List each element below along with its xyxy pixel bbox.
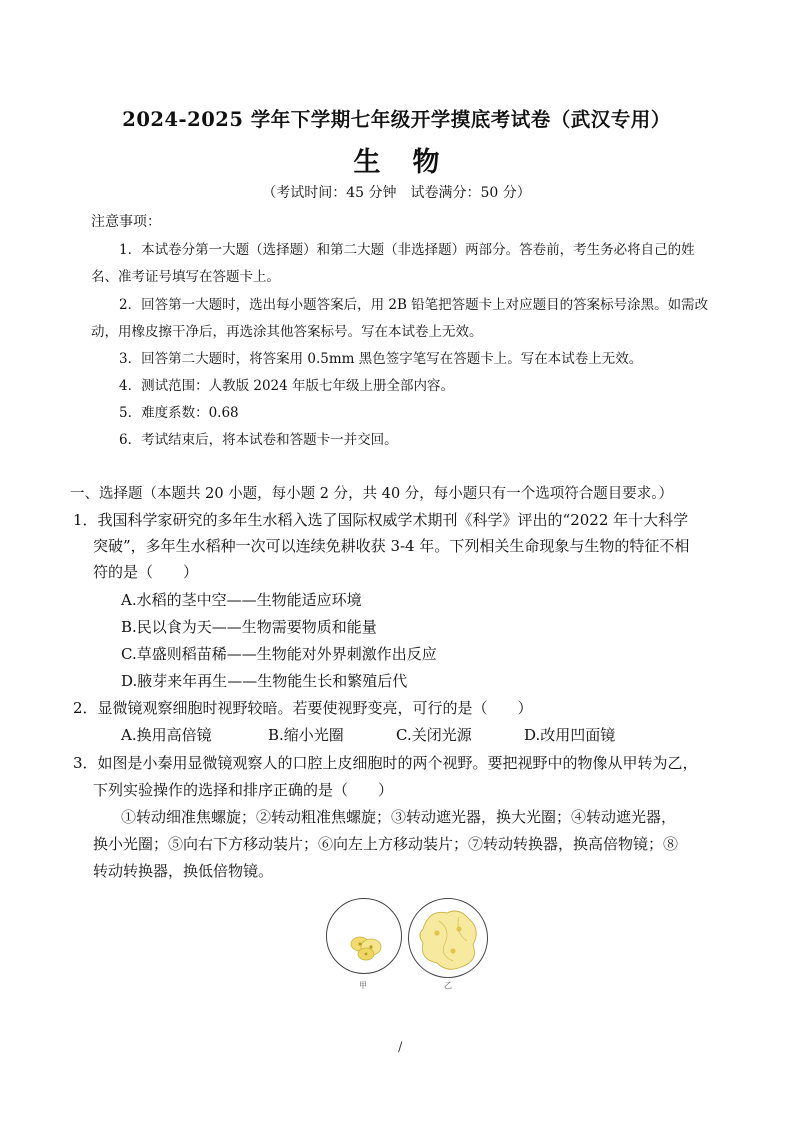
cell-cluster-large-icon [409,899,487,977]
note-item-4: 4．测试范围：人教版 2024 年版七年级上册全部内容。 [119,378,455,394]
note-item-5: 5．难度系数：0.68 [119,405,239,421]
question-1-option-a: A.水稻的茎中空——生物能适应环境 [121,591,362,609]
note-item-6: 6．考试结束后，将本试卷和答题卡一并交回。 [119,432,398,448]
microscope-view-a [326,898,402,974]
question-3-line-3: ①转动细准焦螺旋；②转动粗准焦螺旋；③转动遮光器，换大光圈；④转动遮光器， [121,808,677,826]
cell-cluster-small-icon [327,899,401,973]
subject-char-2: 物 [412,147,440,178]
question-1-option-b: B.民以食为天——生物需要物质和能量 [121,618,377,636]
note-item-1-cont: 名、准考证号填写在答题卡上。 [91,269,280,285]
notes-heading: 注意事项： [91,214,161,230]
note-item-2: 2．回答第一大题时，选出每小题答案后，用 2B 铅笔把答题卡上对应题目的答案标号涂黑。如需改 [119,297,709,313]
section-heading: 一、选择题（本题共 20 小题，每小题 2 分，共 40 分，每小题只有一个选项符合题目要求。） [70,486,674,502]
question-1-option-c: C.草盛则稻苗稀——生物能对外界刺激作出反应 [121,645,437,663]
question-3-line-1: 3．如图是小秦用显微镜观察人的口腔上皮细胞时的两个视野。要把视野中的物像从甲转为乙， [73,754,698,772]
question-2-option-c: C.关闭光源 [396,726,472,744]
figure-label-b: 乙 [444,981,452,990]
note-item-1: 1．本试卷分第一大题（选择题）和第二大题（非选择题）两部分。答卷前，考生务必将自己的姓 [119,242,695,258]
page-mark: / [398,1040,403,1055]
question-1-line-3: 符的是（ ） [93,563,199,581]
exam-title: 2024-2025 学年下学期七年级开学摸底考试卷（武汉专用） [122,108,671,131]
note-item-3: 3．回答第二大题时，将答案用 0.5mm 黑色签字笔写在答题卡上。写在本试卷上无效。 [119,351,643,367]
note-item-2-cont: 动，用橡皮擦干净后，再选涂其他答案标号。写在本试卷上无效。 [91,324,483,340]
question-2-option-b: B.缩小光圈 [268,726,344,744]
question-2-option-a: A.换用高倍镜 [121,726,212,744]
subject-char-1: 生 [353,147,381,178]
question-1-line-1: 1．我国科学家研究的多年生水稻入选了国际权威学术期刊《科学》评出的“2022 年十大科学 [73,511,689,529]
question-1-line-2: 突破”，多年生水稻种一次可以连续免耕收获 3-4 年。下列相关生命现象与生物的特征不相 [93,537,690,555]
question-3-line-2: 下列实验操作的选择和排序正确的是（ ） [93,781,394,799]
question-2-option-d: D.改用凹面镜 [524,726,616,744]
question-1-option-d: D.腋芽来年再生——生物能生长和繁殖后代 [121,672,408,690]
microscope-view-b [408,898,488,978]
question-2-stem: 2．显微镜观察细胞时视野较暗。若要使视野变亮，可行的是（ ） [73,699,533,717]
question-3-line-5: 转动转换器，换低倍物镜。 [93,862,274,880]
exam-time-info: （考试时间：45 分钟 试卷满分：50 分） [262,185,531,201]
question-3-line-4: 换小光圈；⑤向右下方移动装片；⑥向左上方移动装片；⑦转动转换器，换高倍物镜；⑧ [93,835,679,853]
figure-label-a: 甲 [359,981,367,990]
subject-title [0,140,793,179]
